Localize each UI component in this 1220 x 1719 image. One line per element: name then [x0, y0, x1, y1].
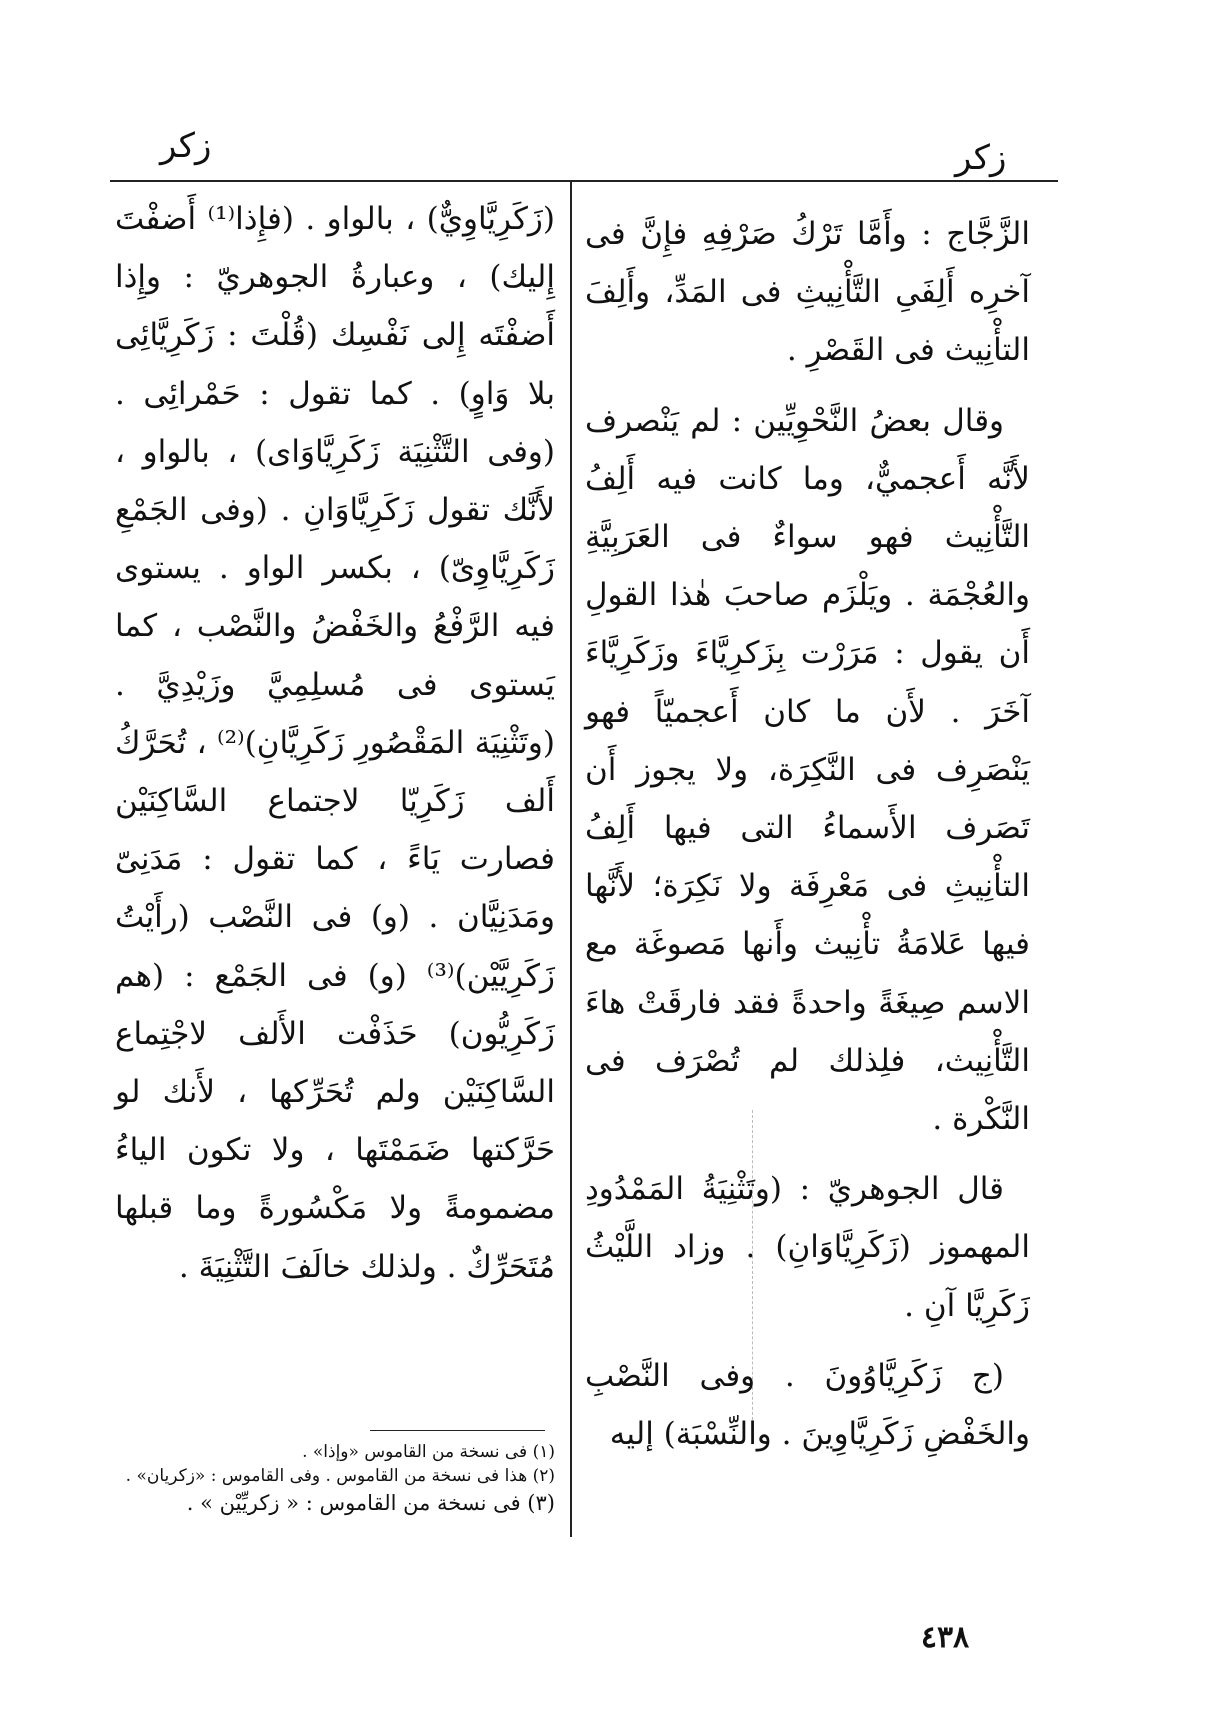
paragraph: قال الجوهريّ : (وتَثْنِيَةُ المَمْدُودِ المهموز (زَكَرِيَّاوَانِ) . وزاد اللَّيْثُ زَكَرِيَّا آنِ .	[585, 1171, 1030, 1324]
footnote-2: (٢) هذا فى نسخة من القاموس . وفى القاموس : «زكريان» .	[125, 1466, 555, 1486]
running-head-left: زكر	[160, 126, 212, 166]
left-text-column	[115, 190, 555, 1308]
paragraph: وقال بعضُ النَّحْوِيِّين : لم يَنْصرف لأَنَّه أَعجميٌّ، وما كانت فيه أَلِفُ التَّأْنِيث فهو سواءٌ فى العَرَبِيَّةِ والعُجْمَة . ويَلْزَم صاحبَ هٰذا القولِ أَن يقول : مَرَرْت بِزَكرِيَّاءَ وزَكَرِيَّاءَ آخَرَ . لأَن ما كان أَعجميّاً فهو يَنْصَرِف فى النَّكِرَة، ولا يجوز أَن تَصَرف الأَسماءُ التى فيها أَلِفُ التأْنِيثِ فى مَعْرِفَة ولا نَكِرَة؛ لأَنَّها فيها عَلامَةُ تأْنِيث وأَنها مَصوغَة مع الاسم صِيغَةً واحدةً فقد فارقَتْ هاءَ التَّأْنِيث، فلِذلك لم تُصْرَف فى النَّكْرة .	[585, 402, 1030, 1138]
running-head-right: زكر	[955, 138, 1007, 178]
page-number: ٤٣٨	[920, 1620, 970, 1655]
footnote-1: (١) فى نسخة من القاموس «وإذا» .	[302, 1442, 555, 1462]
footnote-rule	[370, 1430, 545, 1431]
header-rule	[110, 180, 1058, 182]
footnotes	[110, 1440, 555, 1518]
footnote-3: (٣) فى نسخة من القاموس : « زكريِّيْن » .	[186, 1491, 555, 1515]
right-text-column	[585, 205, 1030, 1475]
paragraph: الزَّجَّاج : وأَمَّا تَرْكُ صَرْفِهِ فإِنَّ فى آخرِه أَلِفَىِ التَّأْنِيثِ فى المَدِّ، وأَلِفَ التأْنِيث فى القَصْرِ .	[585, 216, 1030, 369]
column-divider	[570, 180, 572, 1537]
paragraph: (ج زَكَرِيَّاوُونَ . وفى النَّصْبِ والخَفْضِ زَكَرِيَّاوِينَ . والنِّسْبَة) إليه	[585, 1357, 1030, 1453]
paragraph: (زَكَرِيَّاوِيٌّ) ، بالواو . (فإِذا⁽¹⁾ أَضفْتَ إِليك) ، وعبارةُ الجوهريّ : وإِذا أَضفْتَه إِلى نَفْسِك (قُلْتَ : زَكَرِيَّائِى بلا وَاوٍ) . كما تقول : حَمْرائِى . (وفى التَّثْنِيَة زَكَرِيَّاوَاى) ، بالواو ، لأَنَّك تقول زَكَرِيَّاوَانِ . (وفى الجَمْعِ زَكَرِيَّاوِىّ) ، بكسر الواو . يستوى فيه الرَّفْعُ والخَفْضُ والنَّصْب ، كما يَستوى فى مُسلِمِيَّ وزَيْدِيَّ . (وتَثْنِيَة المَقْصُورِ زَكَرِيَّانِ)⁽²⁾ ، تُحَرَّكُ أَلف زَكَرِيّا لاجتماع السَّاكِنَيْن فصارت يَاءً ، كما تقول : مَدَنِىّ ومَدَنِيَّان . (و) فى النَّصْب (رأَيْتُ زَكَرِيَّيْن)⁽³⁾ (و) فى الجَمْع : (هم زَكَرِيُّون) حَذَفْت الأَلف لاجْتِماع السَّاكِنَيْن ولم تُحَرِّكها ، لأَنك لو حَرَّكتها ضَمَمْتَها ، ولا تكون الياءُ مضمومةً ولا مَكْسُورةً وما قبلها مُتَحَرِّكٌ . ولذلك خالَفَ التَّثْنِيَةَ .	[115, 201, 555, 1285]
